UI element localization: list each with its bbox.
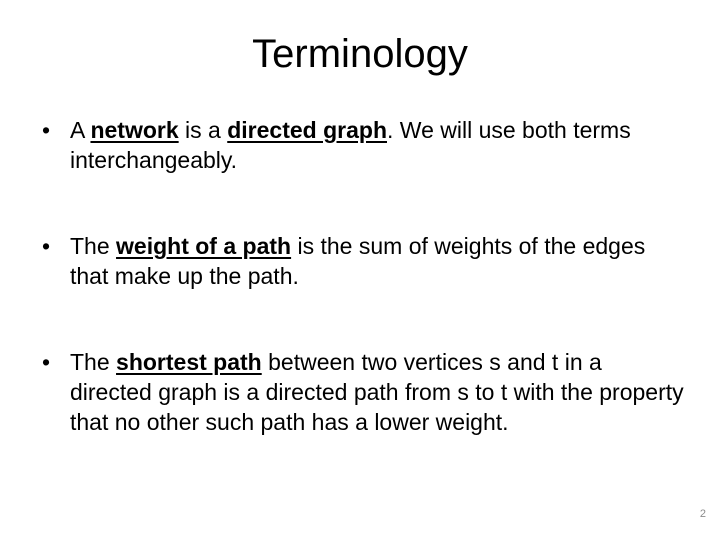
term-directed-graph: directed graph [227, 117, 387, 143]
term-network: network [90, 117, 179, 143]
bullet-list [36, 115, 686, 437]
bullet-text: A [70, 117, 91, 143]
bullet-text: is a [178, 117, 228, 143]
bullet-text: . We will use both terms interchangeably. [70, 117, 631, 173]
bullet-text: The [70, 349, 117, 375]
bullet-icon: • [41, 117, 51, 143]
bullet-icon: • [41, 233, 51, 259]
bullet-text: between two vertices s and t in a directed graph is a directed path from s to t with the property that no other such path has a lower weight. [70, 349, 684, 435]
bullet-text: is the sum of weights of the edges that make up the path. [70, 233, 646, 289]
page-number: 2 [699, 508, 706, 520]
bullet-item-network [36, 115, 686, 175]
bullet-item-weight-of-path [36, 231, 686, 291]
bullet-text: The [70, 233, 117, 259]
term-weight-of-a-path: weight of a path [116, 233, 292, 259]
bullet-icon: • [41, 349, 51, 375]
term-shortest-path: shortest path [116, 349, 262, 375]
slide-title: Terminology [252, 32, 468, 76]
bullet-item-shortest-path [36, 347, 686, 437]
